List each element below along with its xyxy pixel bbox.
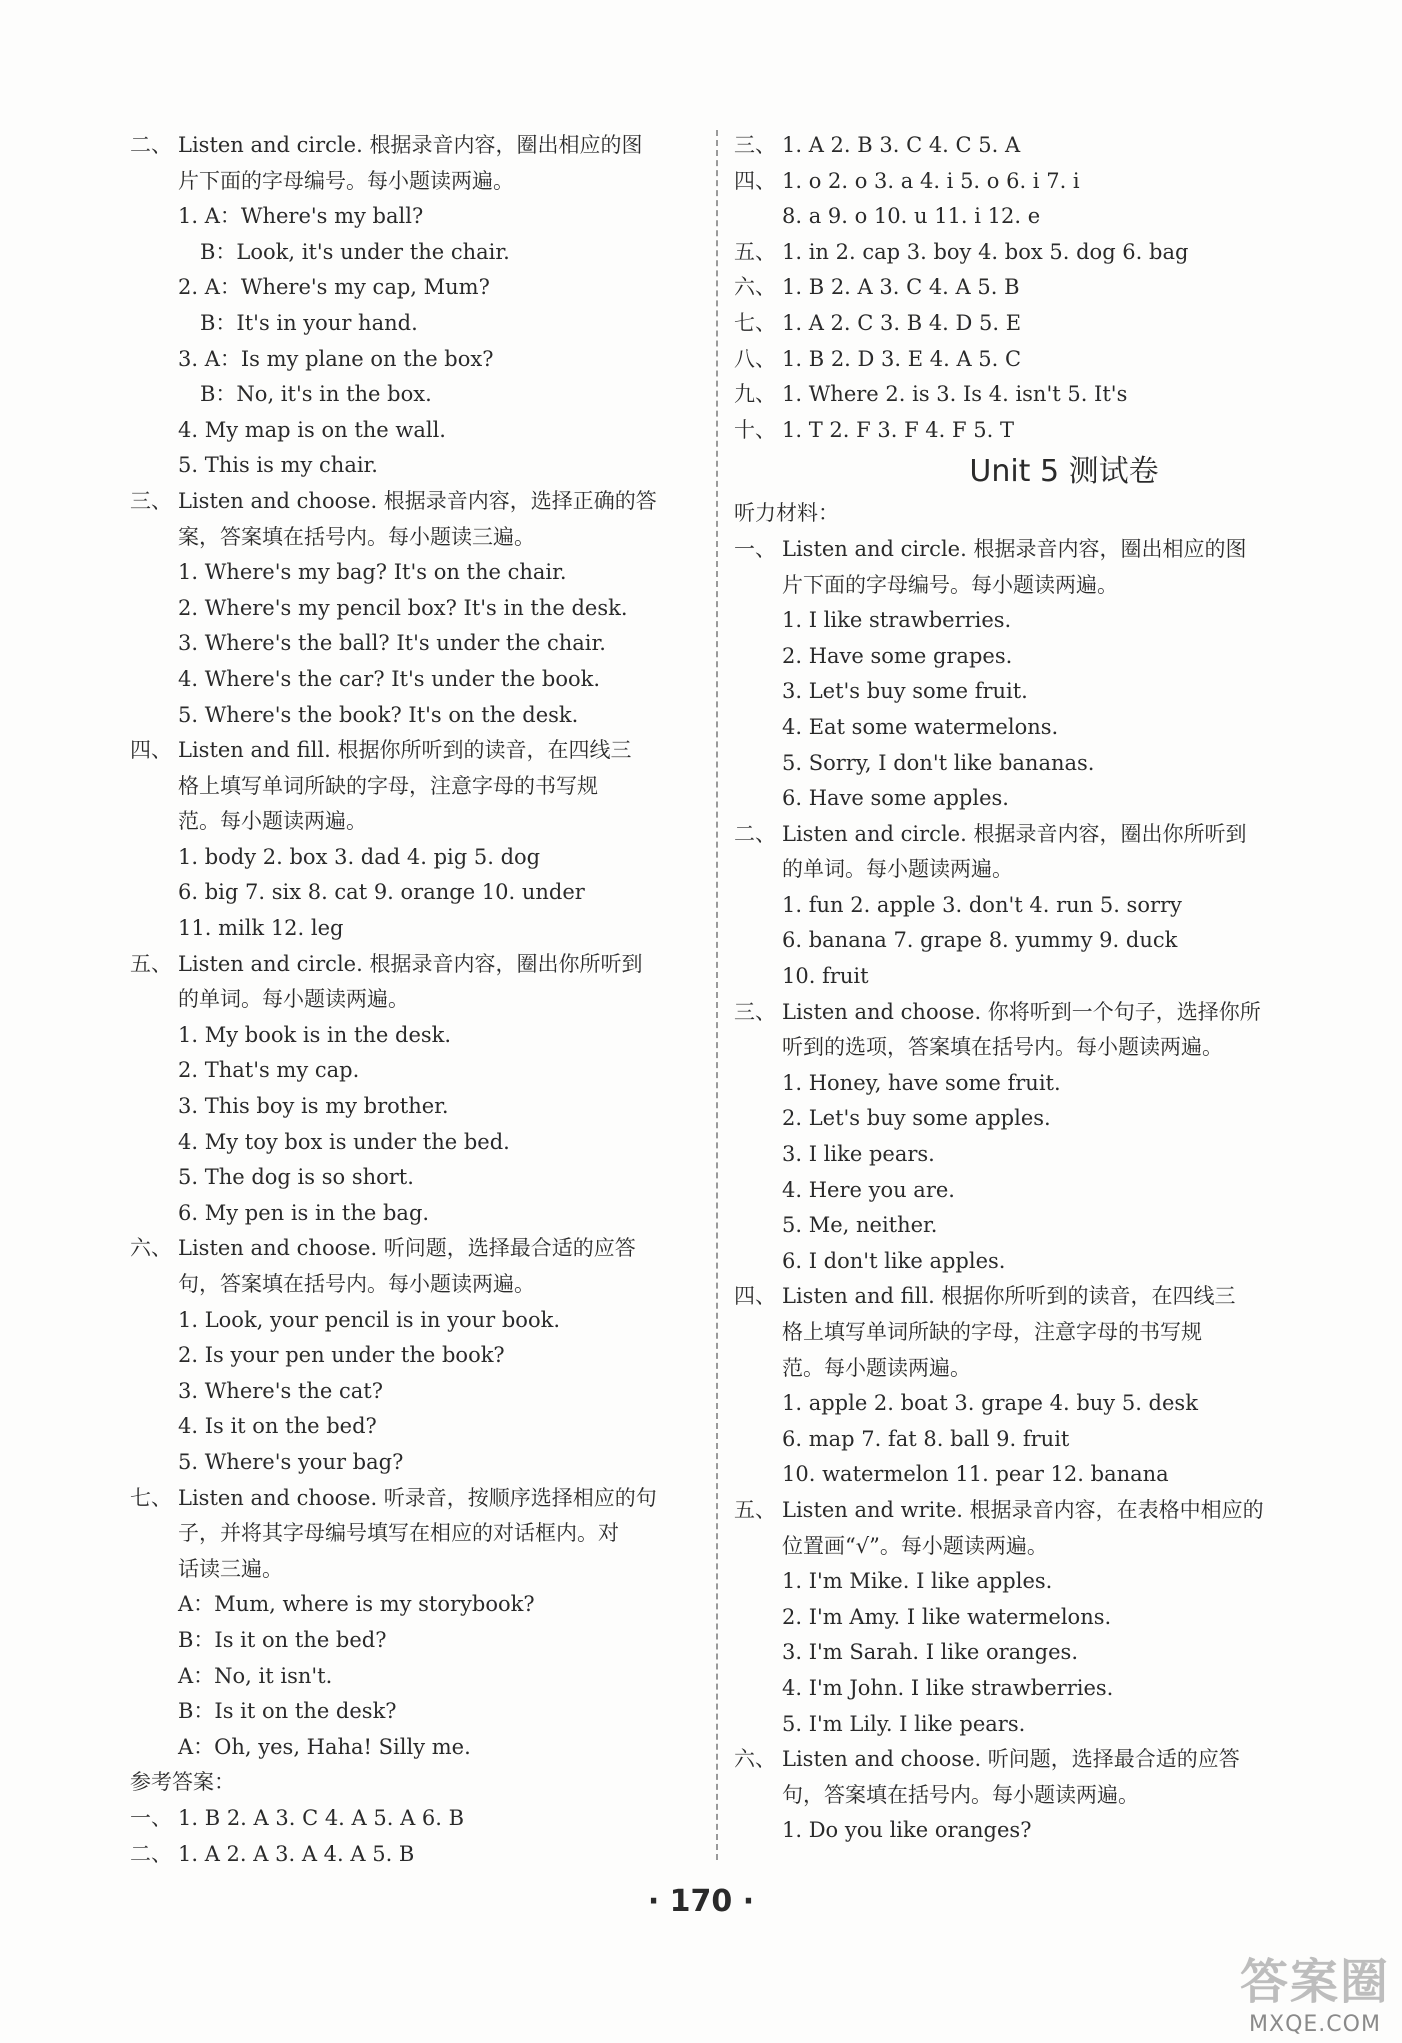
- answer-line: [734, 164, 1334, 200]
- text-line: 11. milk 12. leg: [178, 916, 344, 941]
- text-line: 5. Me, neither.: [782, 1213, 938, 1238]
- line-text: 1. o 2. o 3. a 4. i 5. o 6. i 7. i: [782, 168, 1080, 193]
- watermark-url: MXQE.COM: [1249, 2012, 1381, 2037]
- line-text: 1. A 2. A 3. A 4. A 5. B: [178, 1841, 415, 1866]
- text-line: 2. I'm Amy. I like watermelons.: [782, 1604, 1112, 1629]
- text-line: 片下面的字母编号。每小题读两遍。: [782, 572, 1118, 597]
- text-line: 1. A：Where's my ball?: [178, 204, 424, 229]
- line-text: Listen and circle. 根据录音内容，圈出你所听到: [782, 821, 1247, 846]
- answer-line: [734, 306, 1334, 342]
- watermark-logo: 答案圈: [1239, 1954, 1390, 2010]
- text-line: 1. I'm Mike. I like apples.: [782, 1569, 1053, 1594]
- text-line: 1. Do you like oranges?: [782, 1818, 1032, 1843]
- text-line: 3. Where's the ball? It's under the chair.: [178, 631, 606, 656]
- section-number: 九、: [734, 382, 776, 407]
- section-number: 六、: [734, 275, 776, 300]
- text-line: A：Oh, yes, Haha! Silly me.: [178, 1734, 471, 1759]
- line-text: Listen and circle. 根据录音内容，圈出相应的图: [782, 536, 1247, 561]
- text-line: 6. Have some apples.: [782, 786, 1009, 811]
- text-line: 10. watermelon 11. pear 12. banana: [782, 1462, 1169, 1487]
- text-line: A：No, it isn't.: [178, 1663, 333, 1688]
- section-number: 三、: [734, 133, 776, 157]
- text-line: 格上填写单词所缺的字母，注意字母的书写规: [782, 1320, 1202, 1344]
- answer-line: [130, 1837, 705, 1873]
- text-line: 4. Where's the car? It's under the book.: [178, 666, 601, 691]
- text-line: A：Mum, where is my storybook?: [178, 1592, 535, 1617]
- text-line: 案，答案填在括号内。每小题读三遍。: [178, 524, 535, 549]
- line-text: 1. B 2. A 3. C 4. A 5. B: [782, 275, 1020, 300]
- text-line: 2. Where's my pencil box? It's in the desk.: [178, 595, 628, 620]
- text-line: 6. banana 7. grape 8. yummy 9. duck: [782, 928, 1178, 953]
- text-line: 句，答案填在括号内。每小题读两遍。: [178, 1272, 535, 1296]
- text-line: 子，并将其字母编号填写在相应的对话框内。对: [178, 1521, 619, 1546]
- answer-line: [734, 235, 1334, 271]
- text-line: 4. My map is on the wall.: [178, 417, 446, 442]
- section-number: 十、: [734, 417, 776, 442]
- subheading: 参考答案：: [130, 1770, 235, 1795]
- unit5-listening-material: [734, 496, 1334, 1849]
- text-line: 4. My toy box is under the bed.: [178, 1129, 510, 1154]
- text-line: 2. Have some grapes.: [782, 643, 1013, 668]
- text-line: 位置画“√”。每小题读两遍。: [782, 1533, 1048, 1558]
- section-number: 一、: [130, 1805, 172, 1830]
- section-number: 四、: [734, 1284, 776, 1309]
- line-text: Listen and choose. 根据录音内容，选择正确的答: [178, 488, 657, 513]
- text-line: 6. map 7. fat 8. ball 9. fruit: [782, 1426, 1070, 1451]
- text-line: 3. I'm Sarah. I like oranges.: [782, 1640, 1078, 1665]
- text-line: 5. Where's the book? It's on the desk.: [178, 702, 579, 727]
- text-line: 5. The dog is so short.: [178, 1165, 414, 1190]
- section-number: 三、: [130, 488, 172, 513]
- text-line: 6. big 7. six 8. cat 9. orange 10. under: [178, 880, 585, 905]
- unit-title: Unit 5 测试卷: [969, 454, 1159, 490]
- line-text: Listen and choose. 听录音，按顺序选择相应的句: [178, 1485, 657, 1510]
- text-line: 6. My pen is in the bag.: [178, 1200, 430, 1225]
- text-line: 4. I'm John. I like strawberries.: [782, 1675, 1114, 1700]
- line-text: Listen and choose. 你将听到一个句子，选择你所: [782, 999, 1261, 1024]
- section-number: 五、: [734, 239, 776, 264]
- text-line: 8. a 9. o 10. u 11. i 12. e: [782, 204, 1041, 229]
- section-number: 五、: [734, 1497, 776, 1522]
- text-line: 1. apple 2. boat 3. grape 4. buy 5. desk: [782, 1391, 1198, 1416]
- text-line: 话读三遍。: [178, 1556, 283, 1581]
- answer-line: [734, 128, 1334, 164]
- section-heading: [130, 733, 705, 769]
- section-heading: [130, 1231, 705, 1267]
- text-line: 格上填写单词所缺的字母，注意字母的书写规: [178, 773, 598, 798]
- text-line: 5. I'm Lily. I like pears.: [782, 1711, 1026, 1736]
- section-heading: [130, 484, 705, 520]
- answer-line: [734, 342, 1334, 378]
- answer-line: [734, 377, 1334, 413]
- text-line: 句，答案填在括号内。每小题读两遍。: [782, 1782, 1139, 1807]
- answer-line: [734, 270, 1334, 306]
- text-line: 1. fun 2. apple 3. don't 4. run 5. sorry: [782, 892, 1182, 917]
- answer-line: [130, 1801, 705, 1837]
- text-line: 6. I don't like apples.: [782, 1248, 1006, 1273]
- text-line: 5. Sorry, I don't like bananas.: [782, 750, 1095, 775]
- text-line: B：It's in your hand.: [200, 310, 418, 335]
- text-line: 5. This is my chair.: [178, 453, 378, 478]
- text-line: 范。每小题读两遍。: [782, 1355, 971, 1380]
- section-heading: [734, 1742, 1334, 1778]
- text-line: 1. I like strawberries.: [782, 608, 1012, 633]
- page-number: · 170 ·: [647, 1884, 755, 1919]
- section-heading: [734, 817, 1334, 853]
- text-line: B：Look, it's under the chair.: [200, 239, 510, 264]
- answer-line: [734, 413, 1334, 449]
- section-number: 二、: [734, 821, 776, 846]
- text-line: 4. Eat some watermelons.: [782, 714, 1059, 739]
- line-text: Listen and choose. 听问题，选择最合适的应答: [782, 1747, 1240, 1772]
- line-text: 1. B 2. D 3. E 4. A 5. C: [782, 346, 1022, 371]
- text-line: 的单词。每小题读两遍。: [178, 987, 409, 1012]
- section-heading: [130, 1481, 705, 1517]
- text-line: 1. Honey, have some fruit.: [782, 1070, 1061, 1095]
- subheading: 听力材料：: [734, 501, 839, 526]
- text-line: 2. Let's buy some apples.: [782, 1106, 1051, 1131]
- line-text: 1. Where 2. is 3. Is 4. isn't 5. It's: [782, 382, 1128, 407]
- text-line: 范。每小题读两遍。: [178, 809, 367, 834]
- text-line: 1. body 2. box 3. dad 4. pig 5. dog: [178, 844, 541, 869]
- line-text: Listen and fill. 根据你所听到的读音，在四线三: [782, 1284, 1236, 1309]
- line-text: Listen and circle. 根据录音内容，圈出相应的图: [178, 133, 643, 157]
- section-number: 八、: [734, 346, 776, 371]
- section-heading: [130, 947, 705, 983]
- previous-unit-answers: [734, 128, 1334, 448]
- section-heading: [734, 1279, 1334, 1315]
- section-number: 六、: [130, 1236, 172, 1261]
- left-column: [130, 128, 705, 1872]
- text-line: 听到的选项，答案填在括号内。每小题读两遍。: [782, 1035, 1223, 1060]
- section-heading: [734, 1493, 1334, 1529]
- line-text: 1. in 2. cap 3. boy 4. box 5. dog 6. bag: [782, 239, 1189, 264]
- section-number: 三、: [734, 999, 776, 1024]
- line-text: 1. A 2. C 3. B 4. D 5. E: [782, 310, 1022, 335]
- text-line: 1. Where's my bag? It's on the chair.: [178, 560, 567, 585]
- text-line: 4. Is it on the bed?: [178, 1414, 377, 1439]
- line-text: Listen and fill. 根据你所听到的读音，在四线三: [178, 738, 632, 763]
- text-line: 2. That's my cap.: [178, 1058, 360, 1083]
- column-divider: [716, 130, 718, 1860]
- line-text: 1. A 2. B 3. C 4. C 5. A: [782, 133, 1021, 157]
- text-line: 2. A：Where's my cap, Mum?: [178, 275, 490, 300]
- section-number: 二、: [130, 1841, 172, 1866]
- text-line: 的单词。每小题读两遍。: [782, 857, 1013, 882]
- section-number: 七、: [130, 1485, 172, 1510]
- text-line: B：Is it on the bed?: [178, 1627, 387, 1652]
- text-line: 2. Is your pen under the book?: [178, 1343, 505, 1368]
- section-number: 一、: [734, 536, 776, 561]
- text-line: 3. Let's buy some fruit.: [782, 679, 1028, 704]
- section-number: 四、: [734, 168, 776, 193]
- section-number: 四、: [130, 738, 172, 763]
- line-text: Listen and write. 根据录音内容，在表格中相应的: [782, 1497, 1264, 1522]
- text-line: 1. My book is in the desk.: [178, 1022, 452, 1047]
- line-text: 1. B 2. A 3. C 4. A 5. A 6. B: [178, 1805, 465, 1830]
- section-heading: [734, 532, 1334, 568]
- text-line: 4. Here you are.: [782, 1177, 955, 1202]
- text-line: 3. A：Is my plane on the box?: [178, 346, 494, 371]
- right-column: [734, 128, 1334, 1849]
- text-line: 5. Where's your bag?: [178, 1449, 404, 1474]
- text-line: 3. I like pears.: [782, 1142, 935, 1167]
- section-heading: [130, 128, 705, 164]
- text-line: 3. Where's the cat?: [178, 1378, 383, 1403]
- line-text: Listen and circle. 根据录音内容，圈出你所听到: [178, 951, 643, 976]
- section-number: 六、: [734, 1747, 776, 1772]
- text-line: 1. Look, your pencil is in your book.: [178, 1307, 560, 1332]
- text-line: B：Is it on the desk?: [178, 1699, 397, 1724]
- text-line: 10. fruit: [782, 964, 869, 989]
- section-number: 七、: [734, 310, 776, 335]
- line-text: 1. T 2. F 3. F 4. F 5. T: [782, 417, 1014, 442]
- text-line: 片下面的字母编号。每小题读两遍。: [178, 168, 514, 193]
- section-heading: [734, 995, 1334, 1031]
- line-text: Listen and choose. 听问题，选择最合适的应答: [178, 1236, 636, 1261]
- text-line: 3. This boy is my brother.: [178, 1094, 449, 1119]
- section-number: 二、: [130, 133, 172, 157]
- watermark: [1240, 1943, 1390, 2037]
- text-line: B：No, it's in the box.: [200, 382, 432, 407]
- section-number: 五、: [130, 951, 172, 976]
